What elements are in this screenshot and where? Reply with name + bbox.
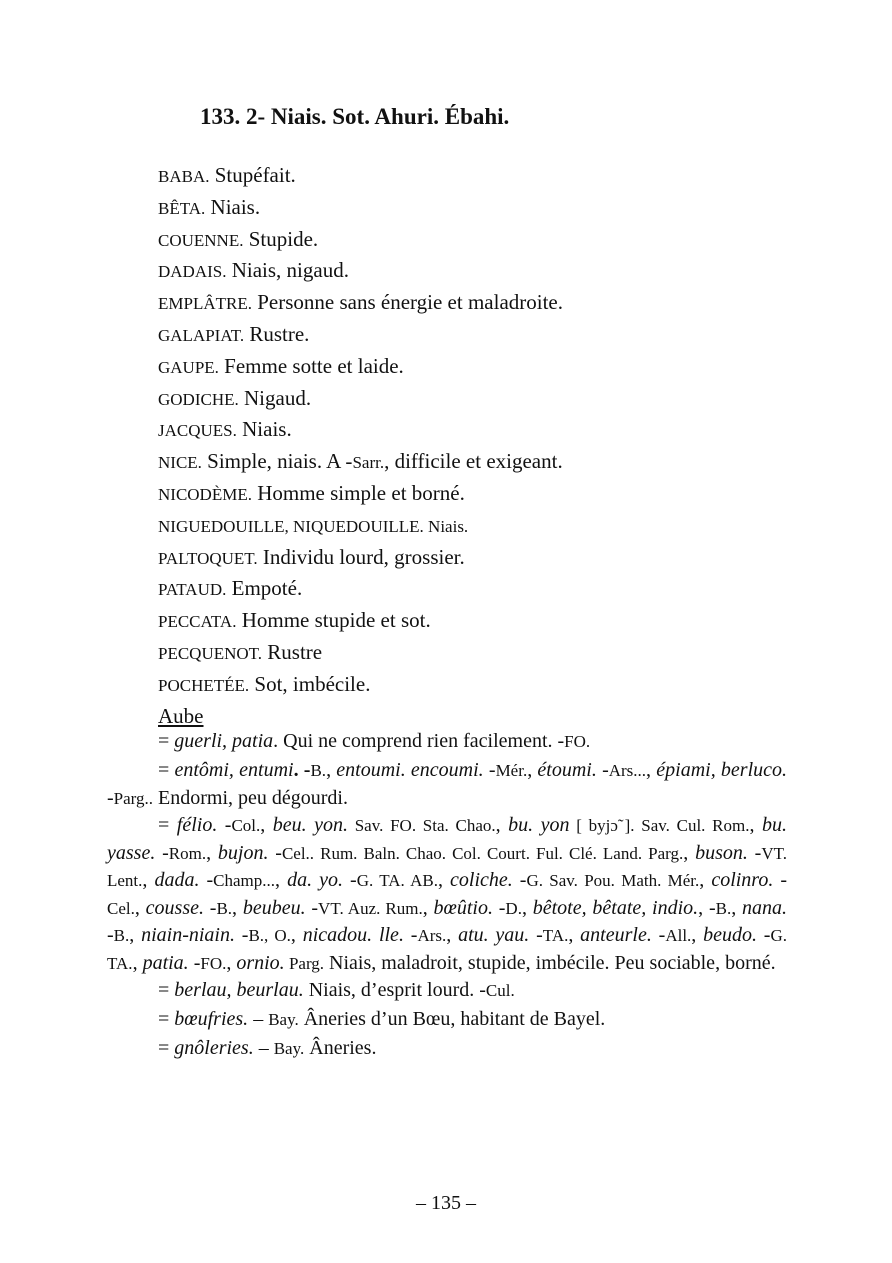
place-abbrev: D. [505, 898, 522, 918]
text: - [155, 841, 169, 864]
place-abbrev: VT. Lent. [107, 843, 787, 890]
text: , [206, 841, 218, 864]
text: , [232, 896, 243, 919]
dialect-term: étoumi. [537, 759, 597, 781]
place-abbrev: Ars... [608, 761, 647, 780]
dialect-term: beubeu. [242, 896, 306, 919]
dialect-term: colinro. [711, 869, 774, 891]
dialect-term: berlau, beurlau. [174, 979, 304, 1001]
place-abbrev: [ byjɔ̃ ]. Sav. Cul. Rom. [569, 816, 750, 835]
dialect-term: entômi, entumi [174, 759, 294, 781]
entry-definition: Niais, nigaud. [226, 258, 349, 283]
dialect-term: félio. [176, 814, 218, 836]
entry-term: GAUPE. [158, 357, 219, 377]
text: - [188, 951, 201, 974]
entry-definition: Femme sotte et laide. [218, 353, 404, 378]
place-abbrev: B., O. [248, 926, 291, 945]
place-abbrev: Cel. [107, 898, 135, 918]
entry-reference: Sarr. [352, 453, 385, 473]
text: - [747, 841, 762, 864]
dialect-term: buson. [695, 841, 748, 864]
entry-definition: Stupide. [243, 226, 319, 251]
text: , [527, 759, 538, 781]
text: - [651, 924, 666, 946]
entry [158, 478, 798, 510]
text: - [512, 869, 527, 891]
dialect-term: bujon. [217, 841, 269, 864]
text: – [253, 1037, 274, 1059]
entry [158, 160, 798, 192]
text: - [234, 924, 249, 946]
entry [158, 351, 798, 383]
place-abbrev: B. [310, 761, 327, 780]
dialect-term: cousse. [145, 896, 204, 919]
text: - [199, 869, 214, 891]
text: , [521, 896, 533, 919]
dialect-term: anteurle. [580, 924, 652, 946]
text: Âneries d’un Bœu, habitant de Bayel. [298, 1008, 606, 1030]
entry-term: POCHETÉE. [158, 675, 250, 695]
place-abbrev: B. [216, 898, 233, 918]
entry [158, 637, 798, 669]
place-abbrev: Sav. FO. Sta. Chao. [347, 816, 496, 835]
text: Âneries. [304, 1037, 377, 1059]
entry-definition: Homme simple et borné. [251, 480, 465, 505]
place-abbrev: Parg. [284, 953, 325, 973]
text: , [132, 951, 143, 974]
text: = [158, 814, 177, 836]
text: - [483, 759, 496, 781]
text: , [731, 896, 743, 919]
dialect-term: bêtote, bêtate, indio. [532, 896, 699, 919]
text: - [342, 869, 357, 891]
dialect-term: niain-niain. [141, 924, 235, 946]
text: , [699, 869, 712, 891]
entry-definition: Simple, niais. A - [201, 449, 353, 474]
text: , [495, 814, 509, 836]
entry-definition: Sot, imbécile. [249, 671, 371, 696]
dialect-term: bœufries. [174, 1008, 249, 1030]
entry [158, 573, 798, 605]
dialect-term: patia. [142, 951, 189, 974]
entry-definition: Niais. [236, 417, 292, 442]
place-abbrev: VT. Auz. Rum. [318, 898, 423, 918]
entry [158, 414, 798, 446]
place-abbrev: Col. [231, 816, 261, 835]
dialect-term: dada. [154, 869, 200, 891]
entry-definition: Nigaud. [238, 385, 312, 410]
place-abbrev: Cul. [485, 981, 515, 1000]
text: , - [698, 896, 716, 919]
place-abbrev: G. TA. AB. [356, 871, 438, 890]
entry-term: NIGUEDOUILLE, NIQUEDOUILLE. [158, 516, 424, 536]
paragraph [107, 812, 787, 977]
dialect-term: gnôleries. [174, 1037, 254, 1059]
section-heading: 133. 2- Niais. Sot. Ahuri. Ébahi. [200, 104, 510, 129]
entry [158, 287, 798, 319]
text: , [142, 869, 155, 891]
text: , [260, 814, 273, 836]
dialect-term: bœûtio. [433, 896, 493, 919]
entry-term: PECQUENOT. [158, 643, 263, 663]
text: - [107, 924, 114, 946]
place-abbrev: FO. [564, 732, 591, 751]
place-abbrev: G. TA. [107, 926, 788, 973]
text: , [134, 896, 146, 919]
place-abbrev: Champ... [213, 871, 276, 890]
dialect-term: beu. yon. [272, 814, 348, 836]
place-abbrev: Ars. [417, 926, 447, 945]
entry-term: PECCATA. [158, 612, 237, 632]
paragraph [107, 977, 787, 1006]
text: , [568, 924, 581, 946]
entry-definition: Stupéfait. [209, 163, 296, 187]
text: - [268, 841, 282, 864]
entry-term: GALAPIAT. [158, 325, 245, 345]
text: - [403, 924, 418, 946]
entry [158, 669, 798, 701]
text: Endormi, peu dégourdi. [153, 786, 348, 809]
entry-definition-cont: , difficile et exigeant. [384, 449, 563, 474]
paragraph [107, 757, 787, 812]
place-abbrev: G. Sav. Pou. Math. Mér. [526, 871, 700, 890]
text: . Qui ne comprend rien facilement. - [273, 730, 565, 752]
place-abbrev: Bay. [268, 1010, 299, 1029]
entry-definition: Niais. [423, 516, 469, 536]
text: – [248, 1008, 269, 1030]
entry-term: PATAUD. [158, 580, 227, 600]
text: , [646, 759, 657, 781]
dialect-term: entoumi. encoumi. [336, 759, 484, 781]
text: , [691, 924, 704, 946]
text: , [683, 841, 696, 864]
aube-entries [107, 728, 787, 1064]
dialect-term: coliche. [450, 869, 513, 891]
text: . - [293, 759, 311, 781]
text: , [226, 951, 237, 974]
place-abbrev: Rom. [168, 843, 207, 863]
text: - [203, 896, 217, 919]
text: - [305, 896, 319, 919]
text: , [422, 896, 434, 919]
dialect-term: bu. yasse. [107, 814, 787, 864]
entry-term: GODICHE. [158, 389, 239, 409]
place-abbrev: Bay. [273, 1039, 305, 1058]
text: , [749, 814, 762, 836]
entry-definition: Personne sans énergie et maladroite. [251, 290, 563, 315]
place-abbrev: FO. [200, 953, 227, 973]
paragraph [107, 728, 787, 757]
dialect-term: guerli, patia [174, 730, 274, 752]
entry [158, 224, 798, 256]
entry [158, 192, 798, 224]
dialect-term: da. yo. [287, 869, 343, 891]
entry [158, 510, 798, 542]
entry-term: COUENNE. [158, 230, 244, 250]
entry-term: NICE. [158, 453, 202, 473]
entry-definition: Individu lourd, grossier. [257, 544, 465, 569]
entry [158, 255, 798, 287]
text: = [158, 1037, 175, 1059]
entry-definition: Empoté. [226, 576, 303, 601]
entry-term: EMPLÂTRE. [158, 294, 252, 314]
entry-term: BÊTA. [158, 198, 206, 218]
text: = [158, 979, 175, 1001]
entry-definition: Homme stupide et sot. [236, 608, 431, 633]
text: - [596, 759, 609, 781]
place-abbrev: All. [665, 926, 692, 945]
entry-definition: Rustre [262, 639, 323, 664]
text: - [107, 786, 114, 809]
dialect-term: bu. yon [508, 814, 570, 836]
page-number: – 135 – [416, 1192, 476, 1214]
text: = [158, 730, 175, 752]
text: Niais, maladroit, stupide, imbécile. Peu sociable, borné. [324, 951, 776, 974]
entry-term: PALTOQUET. [158, 548, 258, 568]
entry-list [158, 160, 798, 732]
text: , [129, 924, 142, 946]
text: - [492, 896, 506, 919]
text: = [158, 759, 175, 781]
text: - [757, 924, 771, 946]
text: - [529, 924, 543, 946]
text: - [217, 814, 232, 836]
dialect-term: épiami, berluco. [656, 759, 788, 781]
text: , [290, 924, 303, 946]
entry-definition: Niais. [205, 194, 261, 219]
place-abbrev: B. [715, 898, 732, 918]
entry-term: DADAIS. [158, 262, 227, 282]
dialect-term: atu. yau. [458, 924, 530, 946]
place-abbrev: TA. [542, 926, 569, 945]
text: , [275, 869, 288, 891]
entry [158, 319, 798, 351]
dialect-term: nana. [742, 896, 788, 919]
dialect-term: ornio. [236, 951, 285, 974]
entry [158, 542, 798, 574]
place-abbrev: Parg.. [113, 788, 154, 808]
text: , [326, 759, 337, 781]
dialect-term: beudo. [703, 924, 757, 946]
entry-term: JACQUES. [158, 421, 237, 441]
entry [158, 383, 798, 415]
entry-definition: Rustre. [244, 321, 310, 346]
text: , [446, 924, 459, 946]
paragraph [107, 1006, 787, 1035]
text: Niais, d’esprit lourd. - [303, 979, 486, 1001]
place-abbrev: B. [113, 926, 130, 945]
text: , [437, 869, 451, 891]
dialect-term: nicadou. lle. [302, 924, 404, 946]
paragraph [107, 1035, 787, 1064]
text: = [158, 1008, 175, 1030]
entry [158, 446, 798, 478]
place-abbrev: Cel.. Rum. Baln. Chao. Col. Court. Ful. Clé. Land. Parg. [281, 843, 684, 863]
entry-term: BABA. [158, 167, 210, 186]
entry-term: NICODÈME. [158, 484, 252, 504]
subsection-label: Aube [158, 703, 204, 728]
entry [158, 605, 798, 637]
text: - [773, 869, 788, 891]
place-abbrev: Mér. [495, 761, 528, 780]
